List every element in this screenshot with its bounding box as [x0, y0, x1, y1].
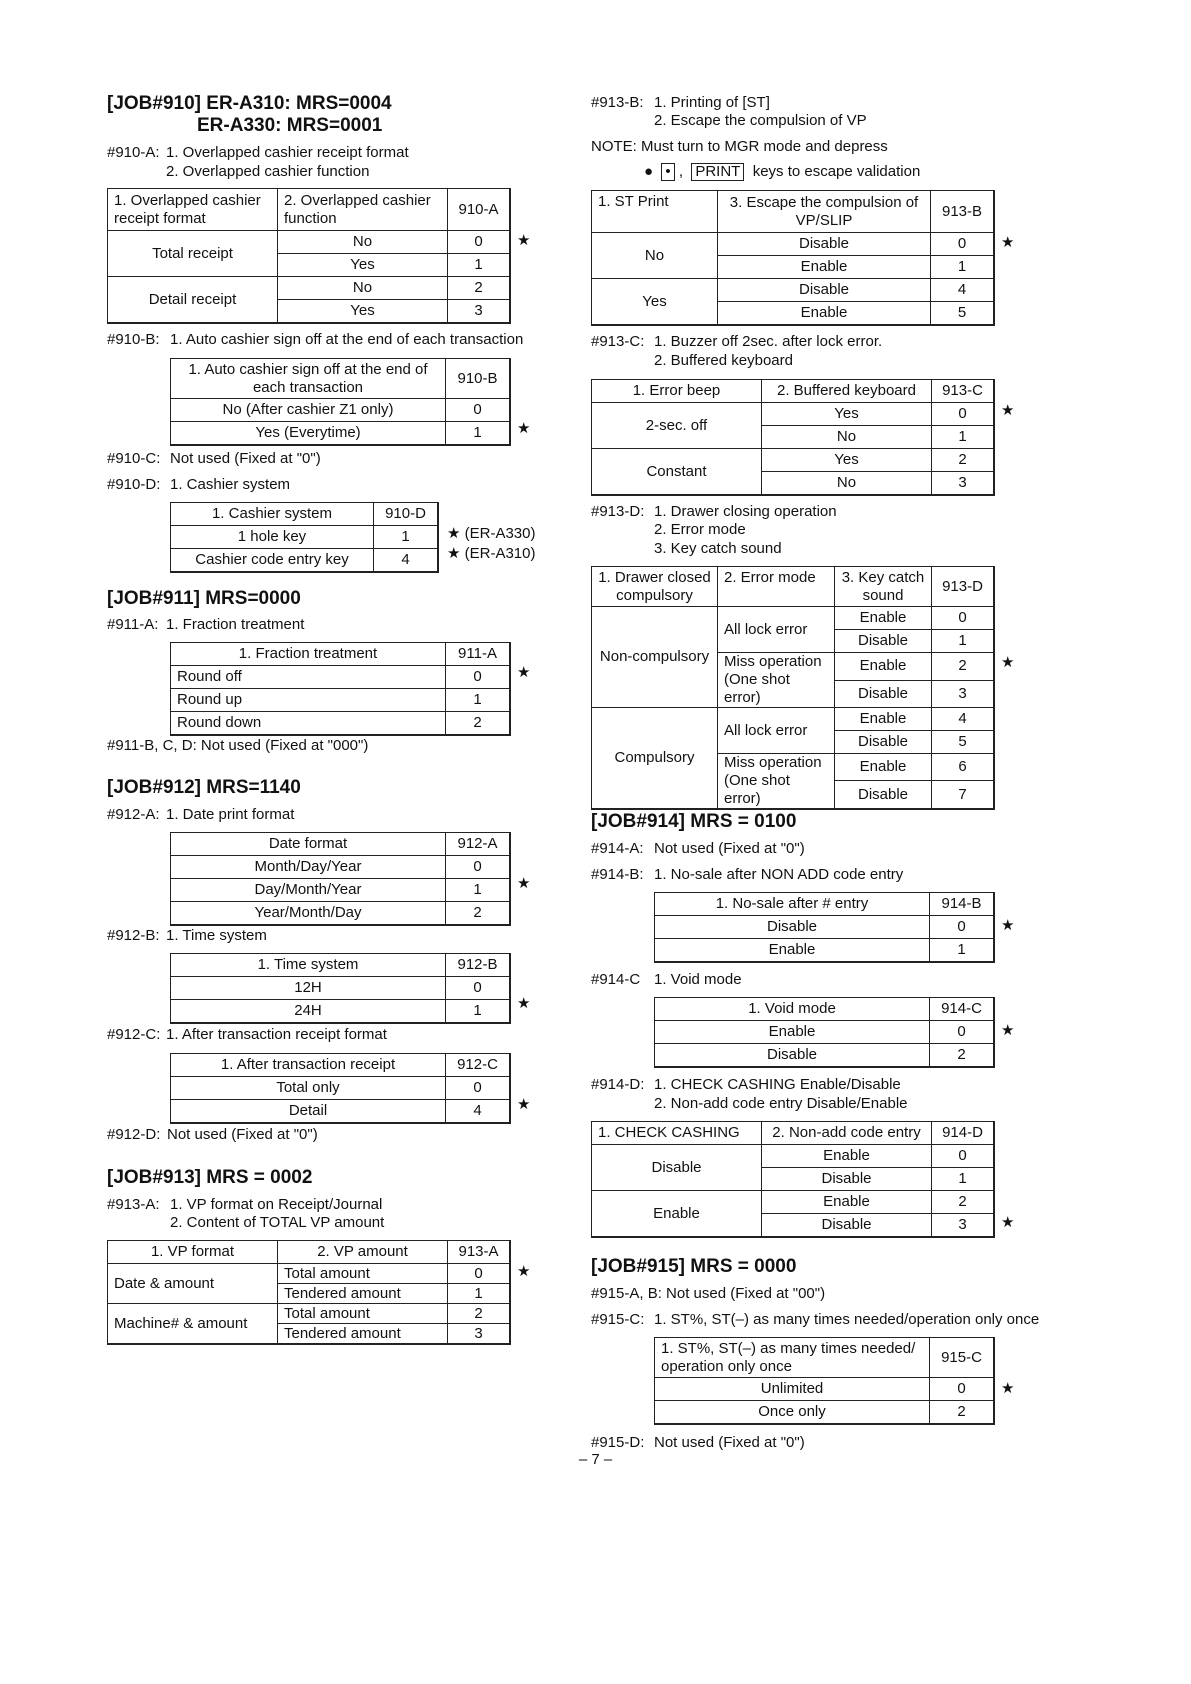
table-cell: Round down: [171, 712, 446, 736]
cell-913b-g2: Yes: [592, 279, 718, 326]
table-cell: 3: [932, 680, 995, 708]
job913-note: NOTE: Must turn to MGR mode and depress: [591, 138, 888, 155]
cell-914d-g1: Disable: [592, 1145, 762, 1191]
job915d-line1: Not used (Fixed at "0"): [654, 1434, 805, 1451]
table-cell: 0: [448, 1264, 511, 1284]
table-cell: 0: [446, 666, 511, 689]
th-913d-2: 2. Error mode: [718, 567, 835, 607]
table-cell: Enable: [762, 1191, 932, 1214]
default-star-icon: ★: [1001, 402, 1015, 419]
star-glyph: ★: [447, 545, 461, 562]
job914-title: [JOB#914] MRS = 0100: [591, 811, 797, 832]
job912c-line1: 1. After transaction receipt format: [166, 1026, 387, 1043]
table-cell: Enable: [655, 1021, 930, 1044]
table-cell: 1 hole key: [171, 526, 374, 549]
table-cell: Once only: [655, 1401, 930, 1425]
job911bcd-line: #911-B, C, D: Not used (Fixed at "000"): [107, 737, 369, 754]
table-cell: 1: [932, 1168, 995, 1191]
th-913a-1: 1. VP format: [108, 1241, 278, 1264]
job914c-code: #914-C: [591, 971, 641, 988]
table-cell: No: [762, 472, 932, 496]
table-cell: Total only: [171, 1077, 446, 1100]
table-cell: Cashier code entry key: [171, 549, 374, 573]
table-910b: [170, 358, 511, 446]
cell-913d-e1b: All lock error: [718, 708, 835, 754]
th-913a-2: 2. VP amount: [278, 1241, 448, 1264]
th-915c-2: 915-C: [930, 1338, 995, 1378]
default-star-icon: ★: [1001, 1214, 1015, 1231]
job915d-code: #915-D:: [591, 1434, 645, 1451]
job912c-code: #912-C:: [107, 1026, 161, 1043]
th-910b-2: 910-B: [446, 359, 511, 399]
table-cell: Yes: [762, 403, 932, 426]
default-star-icon: ★: [1001, 654, 1015, 671]
job910c-code: #910-C:: [107, 450, 161, 467]
table-cell: Disable: [718, 233, 931, 256]
table-cell: 0: [446, 856, 511, 879]
model-note: (ER-A310): [464, 545, 536, 562]
table-cell: 3: [448, 300, 511, 324]
table-cell: 5: [931, 302, 995, 326]
table-cell: Month/Day/Year: [171, 856, 446, 879]
table-cell: 5: [932, 731, 995, 754]
th-912b-1: 1. Time system: [171, 954, 446, 977]
job910d-code: #910-D:: [107, 476, 161, 493]
table-cell: Unlimited: [655, 1378, 930, 1401]
table-cell: Enable: [835, 708, 932, 731]
cell-913a-g1: Date & amount: [108, 1264, 278, 1304]
table-cell: Disable: [655, 1044, 930, 1068]
th-911a-2: 911-A: [446, 643, 511, 666]
job912b-code: #912-B:: [107, 927, 160, 944]
default-star-icon: ★: [1001, 1380, 1015, 1397]
cell-914d-g2: Enable: [592, 1191, 762, 1238]
table-cell: 2: [932, 653, 995, 681]
table-cell: Disable: [835, 630, 932, 653]
table-914c: [654, 997, 995, 1068]
table-cell: 12H: [171, 977, 446, 1000]
job913b-line2: 2. Escape the compulsion of VP: [654, 112, 867, 129]
print-key: PRINT: [691, 163, 744, 181]
table-cell: 4: [932, 708, 995, 731]
job911a-line1: 1. Fraction treatment: [166, 616, 305, 633]
job913c-code: #913-C:: [591, 333, 645, 350]
table-cell: Total amount: [278, 1264, 448, 1284]
job915c-code: #915-C:: [591, 1311, 645, 1328]
table-cell: Yes: [278, 300, 448, 324]
table-cell: Disable: [655, 916, 930, 939]
table-cell: 2: [448, 1304, 511, 1324]
th-912c-2: 912-C: [446, 1054, 511, 1077]
table-912b: [170, 953, 511, 1024]
table-cell: 7: [932, 781, 995, 809]
default-star-icon: ★: [517, 420, 531, 437]
job914d-line2: 2. Non-add code entry Disable/Enable: [654, 1095, 908, 1112]
job915ab-line: #915-A, B: Not used (Fixed at "00"): [591, 1285, 826, 1302]
table-913a: [107, 1240, 511, 1345]
table-911a: [170, 642, 511, 736]
cell-910a-g1: Total receipt: [108, 231, 278, 277]
table-cell: Tendered amount: [278, 1324, 448, 1345]
job914c-line1: 1. Void mode: [654, 971, 742, 988]
table-cell: 2: [930, 1044, 995, 1068]
table-cell: 1: [932, 630, 995, 653]
table-cell: 1: [374, 526, 439, 549]
th-913d-1: 1. Drawer closed compulsory: [592, 567, 718, 607]
job913-note-keys: ● • , PRINT keys to escape validation: [644, 163, 921, 180]
job910d-line1: 1. Cashier system: [170, 476, 291, 493]
job913c-line2: 2. Buffered keyboard: [654, 352, 793, 369]
job910-title-2: ER-A330: MRS=0001: [197, 115, 383, 136]
table-cell: Round up: [171, 689, 446, 712]
table-cell: 0: [930, 1378, 995, 1401]
table-cell: 2: [930, 1401, 995, 1425]
th-912a-1: Date format: [171, 833, 446, 856]
job914d-code: #914-D:: [591, 1076, 645, 1093]
cell-913d-e2: Miss operation (One shot error): [718, 653, 835, 708]
table-cell: 0: [931, 233, 995, 256]
job911a-code: #911-A:: [107, 616, 159, 633]
table-912c: [170, 1053, 511, 1124]
th-914b-1: 1. No-sale after # entry: [655, 893, 930, 916]
th-914d-2: 2. Non-add code entry: [762, 1122, 932, 1145]
th-910d-2: 910-D: [374, 503, 439, 526]
table-cell: No (After cashier Z1 only): [171, 399, 446, 422]
model-note: (ER-A330): [464, 525, 536, 542]
table-cell: 1: [932, 426, 995, 449]
cell-913a-g2: Machine# & amount: [108, 1304, 278, 1345]
job913b-line1: 1. Printing of [ST]: [654, 94, 770, 111]
cell-910a-g2: Detail receipt: [108, 277, 278, 324]
th-912a-2: 912-A: [446, 833, 511, 856]
th-910a-2: 2. Overlapped cashier function: [278, 189, 448, 231]
table-910a: [107, 188, 511, 324]
job913b-code: #913-B:: [591, 94, 644, 111]
job913d-code: #913-D:: [591, 503, 645, 520]
table-cell: Tendered amount: [278, 1284, 448, 1304]
cell-913d-g2: Compulsory: [592, 708, 718, 810]
table-cell: 6: [932, 754, 995, 781]
table-915c: [654, 1337, 995, 1425]
job913a-line1: 1. VP format on Receipt/Journal: [170, 1196, 383, 1213]
table-cell: 2: [448, 277, 511, 300]
dot-key: •: [661, 163, 674, 181]
table-cell: Enable: [718, 256, 931, 279]
table-cell: 24H: [171, 1000, 446, 1024]
table-cell: 0: [446, 977, 511, 1000]
cell-913d-e2b: Miss operation (One shot error): [718, 754, 835, 810]
table-cell: 3: [448, 1324, 511, 1345]
job912a-line1: 1. Date print format: [166, 806, 295, 823]
table-cell: Disable: [762, 1214, 932, 1238]
job913c-line1: 1. Buzzer off 2sec. after lock error.: [654, 333, 883, 350]
job911-title: [JOB#911] MRS=0000: [107, 588, 301, 609]
job913d-line2: 2. Error mode: [654, 521, 746, 538]
table-cell: 0: [932, 607, 995, 630]
th-910a-1: 1. Overlapped cashier receipt format: [108, 189, 278, 231]
table-cell: No: [278, 277, 448, 300]
table-cell: Disable: [835, 680, 932, 708]
default-star-icon: ★: [1001, 234, 1015, 251]
table-913c: [591, 379, 995, 496]
table-cell: 1: [446, 1000, 511, 1024]
job915c-line1: 1. ST%, ST(–) as many times needed/operation only once: [654, 1311, 1040, 1328]
table-cell: Disable: [835, 731, 932, 754]
note-tail: keys to escape validation: [752, 163, 921, 180]
default-star-icon: ★: [517, 995, 531, 1012]
table-cell: Enable: [762, 1145, 932, 1168]
page-number: – 7 –: [578, 1451, 613, 1468]
job912d-code: #912-D:: [107, 1126, 161, 1143]
th-913b-3: 913-B: [931, 191, 995, 233]
default-star-icon: ★: [517, 1263, 531, 1280]
th-910a-3: 910-A: [448, 189, 511, 231]
table-910d: [170, 502, 439, 573]
default-star-icon: ★: [1001, 1022, 1015, 1039]
table-cell: Disable: [762, 1168, 932, 1191]
job915-title: [JOB#915] MRS = 0000: [591, 1256, 797, 1277]
th-913b-1: 1. ST Print: [592, 191, 718, 233]
default-star-icon: [447, 524, 535, 544]
table-cell: 2: [446, 712, 511, 736]
cell-913c-g2: Constant: [592, 449, 762, 496]
table-cell: 1: [446, 879, 511, 902]
table-cell: 3: [932, 1214, 995, 1238]
job913-title: [JOB#913] MRS = 0002: [107, 1167, 313, 1188]
job912b-line1: 1. Time system: [166, 927, 267, 944]
th-913d-3: 3. Key catch sound: [835, 567, 932, 607]
cell-913d-e1: All lock error: [718, 607, 835, 653]
th-914b-2: 914-B: [930, 893, 995, 916]
table-cell: Disable: [835, 781, 932, 809]
th-913b-2: 3. Escape the compulsion of VP/SLIP: [718, 191, 931, 233]
job913a-line2: 2. Content of TOTAL VP amount: [170, 1214, 385, 1231]
table-cell: 1: [931, 256, 995, 279]
job910a-line2: 2. Overlapped cashier function: [166, 163, 370, 180]
default-star-icon: ★: [517, 664, 531, 681]
table-914b: [654, 892, 995, 963]
job914b-line1: 1. No-sale after NON ADD code entry: [654, 866, 904, 883]
table-cell: Enable: [835, 607, 932, 630]
table-cell: 2: [932, 449, 995, 472]
table-cell: 4: [374, 549, 439, 573]
table-cell: Enable: [835, 653, 932, 681]
table-913d: [591, 566, 995, 810]
table-cell: Yes (Everytime): [171, 422, 446, 446]
star-glyph: ★: [447, 525, 461, 542]
cell-913c-g1: 2-sec. off: [592, 403, 762, 449]
th-914d-3: 914-D: [932, 1122, 995, 1145]
th-914c-1: 1. Void mode: [655, 998, 930, 1021]
job910a-line1: 1. Overlapped cashier receipt format: [166, 144, 409, 161]
th-912c-1: 1. After transaction receipt: [171, 1054, 446, 1077]
table-cell: 0: [930, 916, 995, 939]
table-cell: Enable: [655, 939, 930, 963]
table-cell: 2: [932, 1191, 995, 1214]
th-910d-1: 1. Cashier system: [171, 503, 374, 526]
job914a-code: #914-A:: [591, 840, 644, 857]
job914b-code: #914-B:: [591, 866, 644, 883]
table-cell: Enable: [718, 302, 931, 326]
job910a-code: #910-A:: [107, 144, 160, 161]
table-cell: 1: [448, 254, 511, 277]
table-cell: No: [762, 426, 932, 449]
cell-913b-g1: No: [592, 233, 718, 279]
table-cell: Detail: [171, 1100, 446, 1124]
table-cell: Disable: [718, 279, 931, 302]
job913a-code: #913-A:: [107, 1196, 160, 1213]
table-cell: Enable: [835, 754, 932, 781]
table-914d: [591, 1121, 995, 1238]
table-cell: Round off: [171, 666, 446, 689]
job910b-line1: 1. Auto cashier sign off at the end of each transaction: [170, 331, 524, 348]
default-star-icon: ★: [1001, 917, 1015, 934]
job914d-line1: 1. CHECK CASHING Enable/Disable: [654, 1076, 901, 1093]
th-910b-1: 1. Auto cashier sign off at the end of each transaction: [171, 359, 446, 399]
table-cell: 3: [932, 472, 995, 496]
table-cell: Year/Month/Day: [171, 902, 446, 926]
job910-title: [JOB#910] ER-A310: MRS=0004: [107, 93, 392, 114]
table-cell: 1: [930, 939, 995, 963]
th-913c-1: 1. Error beep: [592, 380, 762, 403]
table-913b: [591, 190, 995, 326]
table-cell: 0: [448, 231, 511, 254]
table-cell: 1: [446, 422, 511, 446]
job914a-line1: Not used (Fixed at "0"): [654, 840, 805, 857]
default-star-icon: ★: [517, 875, 531, 892]
th-913c-3: 913-C: [932, 380, 995, 403]
job910c-line1: Not used (Fixed at "0"): [170, 450, 321, 467]
table-cell: 0: [932, 403, 995, 426]
job912d-line1: Not used (Fixed at "0"): [167, 1126, 318, 1143]
cell-913d-g1: Non-compulsory: [592, 607, 718, 708]
table-cell: 4: [446, 1100, 511, 1124]
th-915c-1: 1. ST%, ST(–) as many times needed/ operation only once: [655, 1338, 930, 1378]
table-cell: 2: [446, 902, 511, 926]
table-cell: 1: [446, 689, 511, 712]
job912-title: [JOB#912] MRS=1140: [107, 777, 301, 798]
job913d-line3: 3. Key catch sound: [654, 540, 782, 557]
table-cell: 0: [932, 1145, 995, 1168]
job913d-line1: 1. Drawer closing operation: [654, 503, 837, 520]
job912a-code: #912-A:: [107, 806, 160, 823]
default-star-icon: ★: [517, 232, 531, 249]
table-cell: Yes: [762, 449, 932, 472]
table-cell: 4: [931, 279, 995, 302]
table-cell: 0: [446, 399, 511, 422]
default-star-icon: [447, 544, 535, 564]
table-cell: Day/Month/Year: [171, 879, 446, 902]
th-912b-2: 912-B: [446, 954, 511, 977]
th-913a-3: 913-A: [448, 1241, 511, 1264]
th-913d-4: 913-D: [932, 567, 995, 607]
table-cell: No: [278, 231, 448, 254]
th-913c-2: 2. Buffered keyboard: [762, 380, 932, 403]
th-914c-2: 914-C: [930, 998, 995, 1021]
table-cell: 1: [448, 1284, 511, 1304]
default-star-icon: ★: [517, 1096, 531, 1113]
table-cell: 0: [446, 1077, 511, 1100]
job910b-code: #910-B:: [107, 331, 160, 348]
table-cell: Yes: [278, 254, 448, 277]
th-914d-1: 1. CHECK CASHING: [592, 1122, 762, 1145]
table-912a: [170, 832, 511, 926]
table-cell: Total amount: [278, 1304, 448, 1324]
th-911a-1: 1. Fraction treatment: [171, 643, 446, 666]
table-cell: 0: [930, 1021, 995, 1044]
